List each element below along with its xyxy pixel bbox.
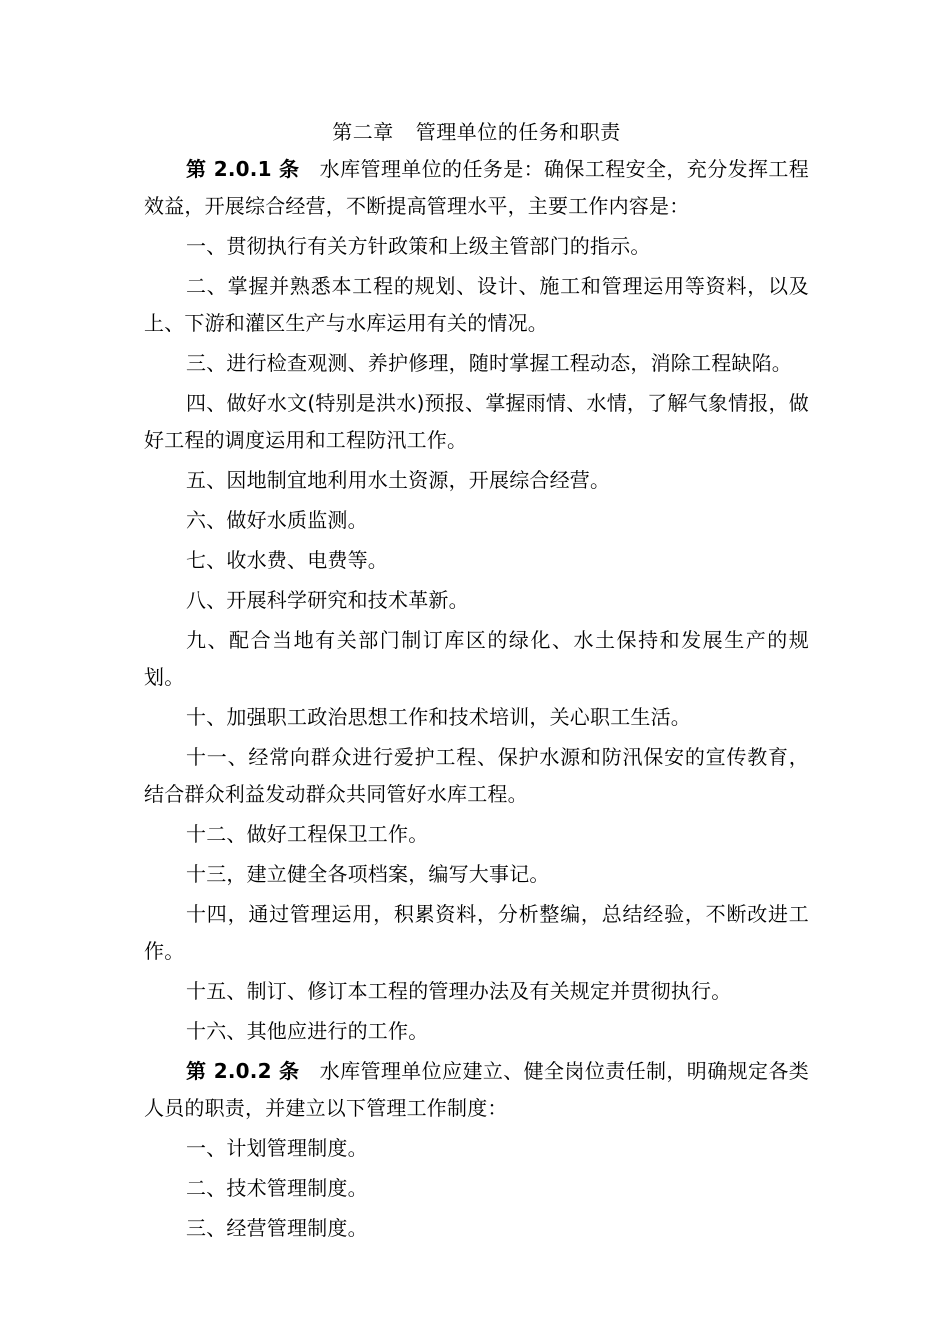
- document-page: [144, 117, 809, 1250]
- article-2-0-1-item-15: 十五、制订、修订本工程的管理办法及有关规定并贯彻执行。: [186, 979, 732, 1003]
- article-2-0-1-item-6: 六、做好水质监测。: [186, 508, 368, 532]
- article-2-0-1-item-9: 九、配合当地有关部门制订库区的绿化、水土保持和发展生产的规划。: [144, 628, 809, 689]
- article-2-0-2-label: 第 2.0.2 条: [186, 1059, 300, 1083]
- article-2-0-1-item-13: 十三，建立健全各项档案，编写大事记。: [186, 862, 550, 886]
- article-2-0-2-text: 水库管理单位应建立、健全岗位责任制，明确规定各类人员的职责，并建立以下管理工作制度：: [144, 1059, 809, 1120]
- article-2-0-1-item-8: 八、开展科学研究和技术革新。: [186, 588, 469, 612]
- article-2-0-2-item-1: 一、计划管理制度。: [186, 1136, 368, 1160]
- article-2-0-2-item-3: 三、经营管理制度。: [186, 1216, 368, 1240]
- article-2-0-1-item-16: 十六、其他应进行的工作。: [186, 1019, 429, 1043]
- chapter-title: [144, 117, 809, 147]
- article-2-0-1-item-12: 十二、做好工程保卫工作。: [186, 822, 429, 846]
- article-2-0-1-item-1: 一、贯彻执行有关方针政策和上级主管部门的指示。: [186, 234, 651, 258]
- article-2-0-1-item-2: 二、掌握并熟悉本工程的规划、设计、施工和管理运用等资料，以及上、下游和灌区生产与水库运用有关的情况。: [144, 274, 809, 335]
- article-2-0-2-intro: [144, 1053, 809, 1127]
- article-2-0-1-item-3: 三、进行检查观测、养护修理，随时掌握工程动态，消除工程缺陷。: [186, 351, 792, 375]
- article-2-0-1-item-10: 十、加强职工政治思想工作和技术培训，关心职工生活。: [186, 705, 691, 729]
- article-2-0-1-label: 第 2.0.1 条: [186, 157, 300, 181]
- article-2-0-1-item-14: 十四，通过管理运用，积累资料，分析整编，总结经验，不断改进工作。: [144, 902, 809, 963]
- chapter-number: 第二章: [332, 120, 394, 144]
- article-2-0-1-item-7: 七、收水费、电费等。: [186, 548, 388, 572]
- article-2-0-1-item-5: 五、因地制宜地利用水土资源，开展综合经营。: [186, 468, 611, 492]
- article-2-0-1-intro: [144, 151, 809, 225]
- chapter-name: 管理单位的任务和职责: [415, 120, 621, 144]
- article-2-0-1-item-11: 十一、经常向群众进行爱护工程、保护水源和防汛保安的宣传教育，结合群众利益发动群众共同管好水库工程。: [144, 745, 809, 806]
- article-2-0-1-item-4: 四、做好水文(特别是洪水)预报、掌握雨情、水情，了解气象情报，做好工程的调度运用和工程防汛工作。: [144, 391, 809, 452]
- article-2-0-2-item-2: 二、技术管理制度。: [186, 1176, 368, 1200]
- article-2-0-1-text: 水库管理单位的任务是：确保工程安全，充分发挥工程效益，开展综合经营，不断提高管理水平，主要工作内容是：: [144, 157, 809, 218]
